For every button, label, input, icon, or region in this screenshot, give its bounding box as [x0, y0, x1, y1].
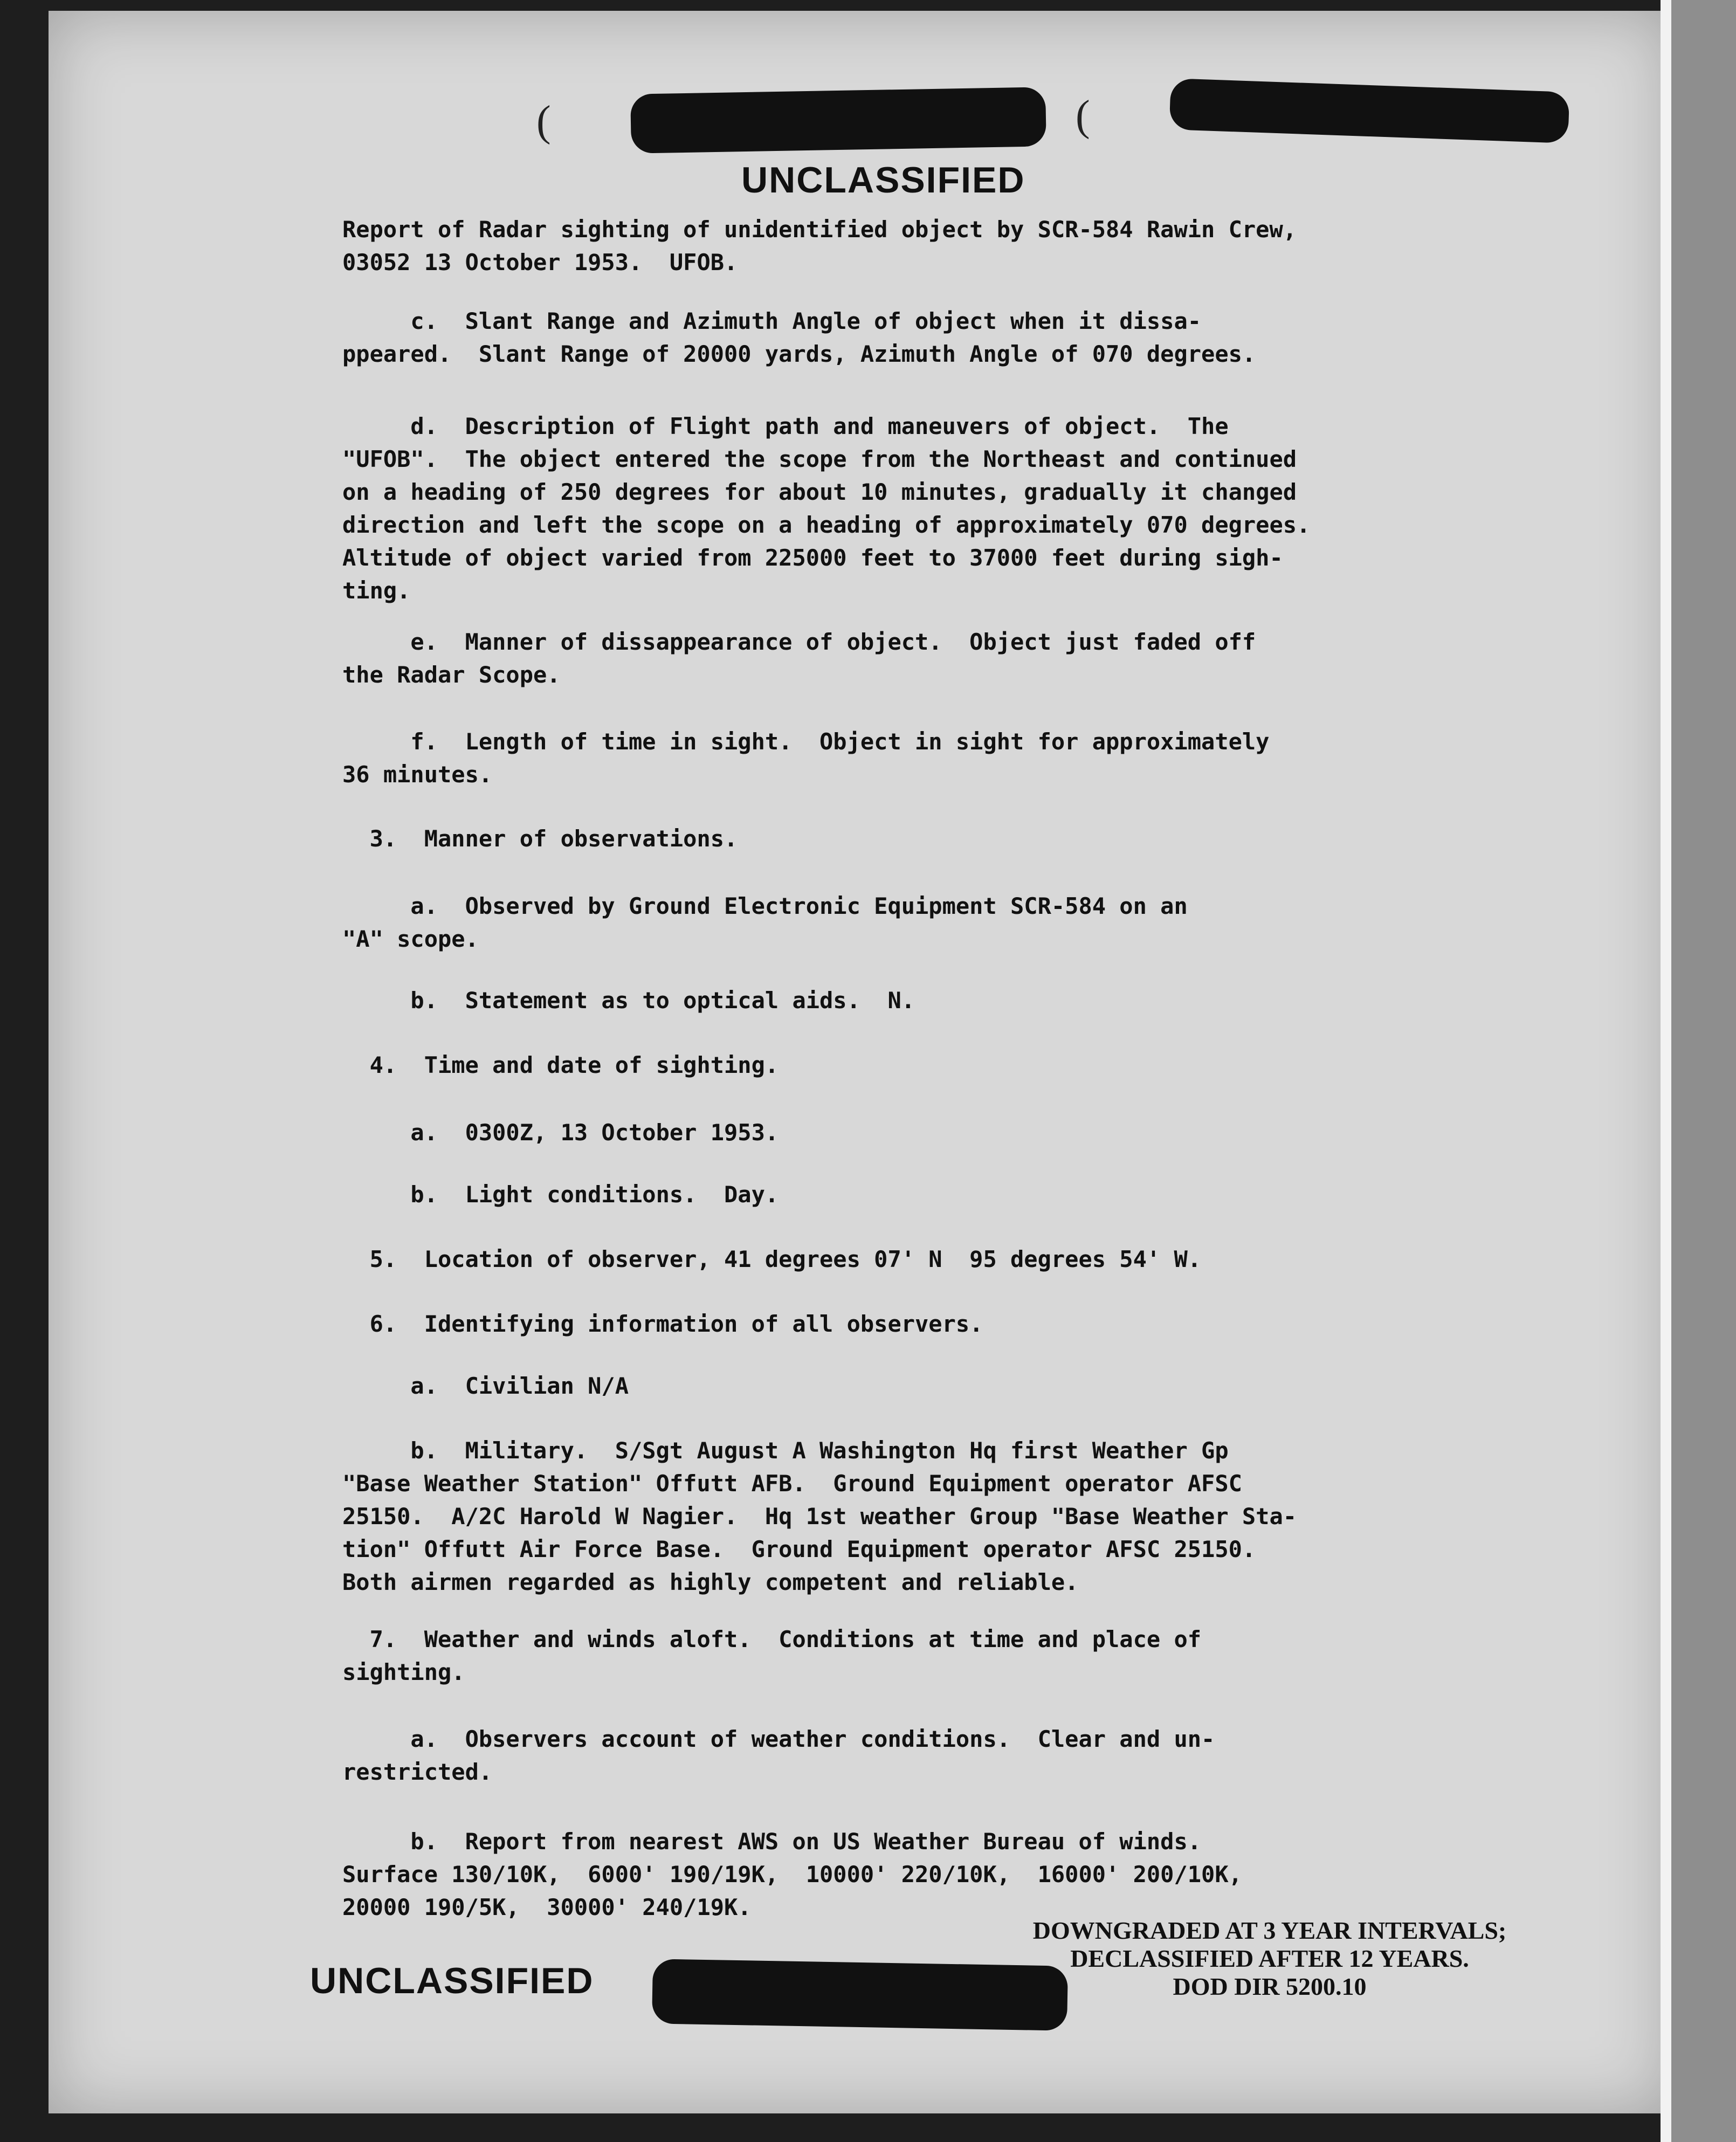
classification-header: UNCLASSIFIED — [741, 160, 1025, 201]
paragraph-line: sighting. — [342, 1659, 465, 1685]
paragraph-line: 4. Time and date of sighting. — [342, 1052, 779, 1078]
paragraph-line: b. Light conditions. Day. — [342, 1181, 779, 1208]
paragraph-line: b. Military. S/Sgt August A Washington Hq first Weather Gp — [342, 1437, 1229, 1464]
paragraph-line: on a heading of 250 degrees for about 10 minutes, gradually it changed — [342, 479, 1297, 505]
paragraph-line: e. Manner of dissappearance of object. Object just faded off — [342, 629, 1256, 655]
paragraph-line: Both airmen regarded as highly competent and reliable. — [342, 1569, 1079, 1595]
paragraph-line: 25150. A/2C Harold W Nagier. Hq 1st weather Group "Base Weather Sta- — [342, 1503, 1297, 1530]
paragraph-line: b. Report from nearest AWS on US Weather Bureau of winds. — [342, 1828, 1202, 1855]
paragraph-line: the Radar Scope. — [342, 662, 561, 688]
paragraph-line: a. 0300Z, 13 October 1953. — [342, 1119, 779, 1146]
paragraph-line: a. Civilian N/A — [342, 1373, 629, 1399]
paragraph-line: "Base Weather Station" Offutt AFB. Ground Equipment operator AFSC — [342, 1470, 1242, 1497]
paragraph-line: a. Observers account of weather conditions. Clear and un- — [342, 1726, 1215, 1752]
redaction-bar-top-left — [630, 87, 1046, 153]
paragraph-line: direction and left the scope on a heading of approximately 070 degrees. — [342, 512, 1311, 538]
paragraph-line: c. Slant Range and Azimuth Angle of object when it dissa- — [342, 308, 1202, 334]
paragraph-line: a. Observed by Ground Electronic Equipment SCR-584 on an — [342, 893, 1188, 919]
paragraph-line: 36 minutes. — [342, 761, 493, 788]
paragraph-line: b. Statement as to optical aids. N. — [342, 987, 915, 1014]
open-paren-left: ( — [536, 98, 551, 145]
classification-footer: UNCLASSIFIED — [310, 1960, 594, 2001]
subject-line-1: Report of Radar sighting of unidentified object by SCR-584 Rawin Crew, — [342, 216, 1297, 243]
open-paren-right: ( — [1076, 92, 1090, 140]
page-edge-strip — [1661, 0, 1671, 2142]
paragraph-line: tion" Offutt Air Force Base. Ground Equipment operator AFSC 25150. — [342, 1536, 1256, 1562]
paragraph-line: 6. Identifying information of all observers. — [342, 1311, 983, 1337]
paragraph-line: Surface 130/10K, 6000' 190/19K, 10000' 220/10K, 16000' 200/10K, — [342, 1861, 1242, 1888]
paragraph-line: ting. — [342, 577, 411, 604]
paragraph-line: "A" scope. — [342, 926, 479, 952]
paragraph-line: 20000 190/5K, 30000' 240/19K. — [342, 1894, 752, 1920]
paragraph-line: restricted. — [342, 1759, 493, 1785]
downgrade-line-2: DECLASSIFIED AFTER 12 YEARS. — [1070, 1945, 1469, 1972]
downgrade-line-3: DOD DIR 5200.10 — [1173, 1973, 1367, 2000]
paragraph-line: 7. Weather and winds aloft. Conditions at time and place of — [342, 1626, 1202, 1652]
downgrade-line-1: DOWNGRADED AT 3 YEAR INTERVALS; — [1032, 1917, 1507, 1944]
paragraph-line: f. Length of time in sight. Object in sight for approximately — [342, 728, 1270, 755]
subject-line-2: 03052 13 October 1953. UFOB. — [342, 249, 738, 276]
paragraph-line: 3. Manner of observations. — [342, 825, 738, 852]
paragraph-line: ppeared. Slant Range of 20000 yards, Azimuth Angle of 070 degrees. — [342, 341, 1256, 367]
paragraph-line: Altitude of object varied from 225000 feet to 37000 feet during sigh- — [342, 545, 1283, 571]
paragraph-line: "UFOB". The object entered the scope from the Northeast and continued — [342, 446, 1297, 472]
paragraph-line: 5. Location of observer, 41 degrees 07' N 95 degrees 54' W. — [342, 1246, 1202, 1272]
paragraph-line: d. Description of Flight path and maneuvers of object. The — [342, 413, 1229, 439]
scan-background — [1671, 0, 1736, 2142]
